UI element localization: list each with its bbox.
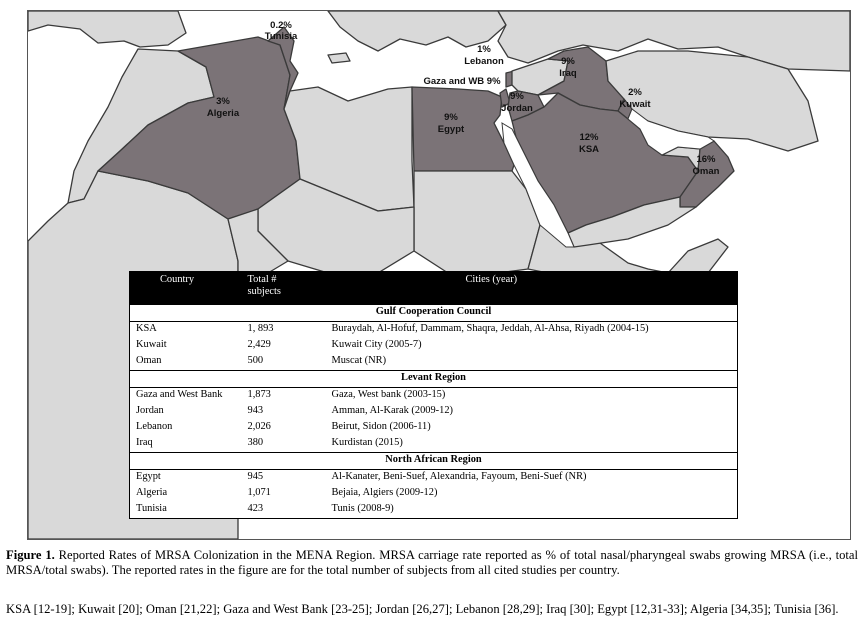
land-iberia — [28, 11, 186, 47]
header-cities: Cities (year) — [326, 272, 738, 305]
section-row-gcc: Gulf Cooperation Council — [130, 305, 738, 322]
caption-text: Reported Rates of MRSA Colonization in the MENA Region. MRSA carriage rate reported as % of total nasal/pharyngeal swabs growing MRSA (i.e., total MRSA/total swabs). The reported rates in the figure are for the total number of subjects from all cited studies per country. — [6, 548, 858, 577]
header-subjects: Total # subjects — [242, 272, 326, 305]
figure-caption — [6, 548, 858, 578]
label-kuwait-name: Kuwait — [619, 99, 651, 110]
table-row: Jordan 943 Amman, Al-Karak (2009-12) — [136, 405, 453, 416]
label-lebanon-rate: 1% — [477, 44, 491, 55]
table-row: Lebanon 2,026 Beirut, Sidon (2006-11) — [136, 421, 431, 432]
label-iraq-name: Iraq — [559, 68, 577, 79]
section-row-levant: Levant Region — [130, 371, 738, 388]
label-oman-rate: 16% — [696, 154, 716, 165]
land-island — [328, 53, 350, 63]
label-tunisia-rate: 0.2% — [270, 20, 292, 31]
section-row-north-africa: North African Region — [130, 453, 738, 470]
table-row: Algeria 1,071 Bejaia, Algiers (2009-12) — [136, 487, 438, 498]
label-oman-name: Oman — [692, 166, 720, 177]
label-gaza: Gaza and WB 9% — [423, 76, 501, 87]
label-jordan-rate: 9% — [510, 91, 524, 102]
label-ksa-rate: 12% — [579, 132, 599, 143]
table-row: Gaza and West Bank 1,873 Gaza, West bank (2003-15) — [136, 389, 446, 400]
label-algeria-name: Algeria — [206, 108, 240, 119]
figure-label: Figure 1. — [6, 548, 55, 562]
label-tunisia-name: Tunisia — [264, 31, 298, 42]
land-sudan — [414, 171, 540, 273]
label-kuwait-rate: 2% — [628, 87, 642, 98]
mrsa-studies-table — [129, 271, 738, 519]
table-row: KSA 1, 893 Buraydah, Al-Hofuf, Dammam, Shaqra, Jeddah, Al-Ahsa, Riyadh (2004-15) — [136, 323, 649, 334]
label-jordan-name: Jordan — [501, 103, 533, 114]
figure-frame — [27, 10, 851, 540]
label-lebanon-name: Lebanon — [464, 56, 504, 67]
header-country: Country — [130, 272, 242, 305]
table-row: Oman 500 Muscat (NR) — [136, 355, 387, 366]
table-row: Kuwait 2,429 Kuwait City (2005-7) — [136, 339, 422, 350]
table-row: Iraq 380 Kurdistan (2015) — [136, 437, 403, 448]
label-algeria-rate: 3% — [216, 96, 230, 107]
caption-references: KSA [12-19]; Kuwait [20]; Oman [21,22]; Gaza and West Bank [23-25]; Jordan [26,27]; Lebanon [28,29]; Iraq [30]; Egypt [12,31-33]; Algeria [34,35]; Tunisia [36]. — [6, 602, 839, 616]
label-iraq-rate: 9% — [561, 56, 575, 67]
label-ksa-name: KSA — [578, 144, 600, 155]
table-row: Egypt 945 Al-Kanater, Beni-Suef, Alexandria, Fayoum, Beni-Suef (NR) — [136, 471, 587, 482]
table-header-row — [130, 272, 738, 305]
label-egypt-name: Egypt — [437, 124, 465, 135]
table-row: Tunisia 423 Tunis (2008-9) — [136, 503, 394, 514]
label-egypt-rate: 9% — [444, 112, 458, 123]
land-somalia — [668, 239, 728, 273]
